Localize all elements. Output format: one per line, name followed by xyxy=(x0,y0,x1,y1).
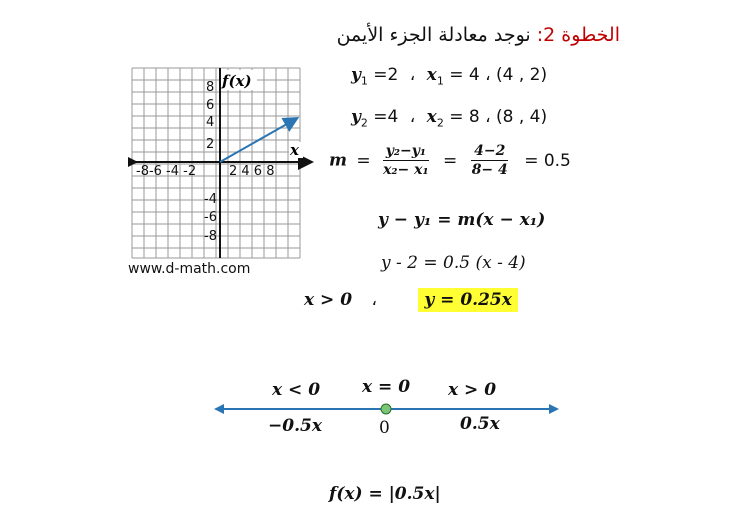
separator: ، xyxy=(371,290,377,310)
y-tick-neg4: -4 xyxy=(204,192,217,207)
separator: ، xyxy=(485,65,491,85)
step-title xyxy=(337,24,620,46)
condition-text: x < 0 xyxy=(272,380,321,400)
highlighted-equation: y = 0.25x xyxy=(418,288,518,312)
x-var: x xyxy=(426,107,437,127)
formula-text: y − y₁ = m(x − x₁) xyxy=(378,210,546,230)
domain-condition: x > 0 xyxy=(304,290,353,310)
point-pair: (4 , 2) xyxy=(496,65,548,85)
y-tick-6: 6 xyxy=(206,98,215,113)
separator: ، xyxy=(485,107,491,127)
graph-svg xyxy=(128,62,318,280)
substituted-equation xyxy=(381,253,526,273)
x-value: = 8 xyxy=(449,107,480,127)
fraction-denominator: x₂− x₁ xyxy=(383,162,429,178)
zero-point xyxy=(381,404,391,414)
slope-fraction xyxy=(380,143,432,178)
function-text: f(x) = |0.5x| xyxy=(329,484,441,504)
y-sub: 1 xyxy=(360,74,368,88)
value-text: 0 xyxy=(379,418,390,438)
condition-text: x > 0 xyxy=(448,380,497,400)
left-value xyxy=(268,416,322,436)
slope-formula xyxy=(329,143,571,178)
fraction-numerator: y₂−y₁ xyxy=(383,143,429,161)
point-2-line xyxy=(351,107,547,129)
point-slope-formula xyxy=(378,210,545,230)
y-value: =4 xyxy=(373,107,399,127)
final-function xyxy=(329,484,441,504)
point-1-line xyxy=(351,65,547,87)
x-sub: 1 xyxy=(436,74,444,88)
y-value: =2 xyxy=(373,65,399,85)
x-ticks-positive: 2 4 6 8 xyxy=(229,164,275,179)
y-axis-label: f(x) xyxy=(222,72,252,90)
value-text: −0.5x xyxy=(268,416,322,436)
y-tick-neg6: -6 xyxy=(204,210,217,225)
slope-result: = 0.5 xyxy=(524,150,571,171)
condition-text: x = 0 xyxy=(362,377,411,397)
x-var: x xyxy=(426,65,437,85)
graph xyxy=(128,62,318,284)
x-ticks-negative: -8-6 -4 -2 xyxy=(136,164,197,179)
equals: = xyxy=(356,150,371,171)
result-line xyxy=(304,290,518,310)
number-line-svg xyxy=(214,400,559,420)
fraction-numerator: 4−2 xyxy=(471,143,508,161)
ray xyxy=(220,120,294,162)
x-value: = 4 xyxy=(449,65,480,85)
mid-condition xyxy=(362,377,410,397)
y-tick-neg8: -8 xyxy=(204,229,217,244)
mid-value xyxy=(379,418,390,438)
separator: ، xyxy=(409,107,416,127)
x-axis-label: x xyxy=(290,141,299,159)
slope-var: m xyxy=(329,150,347,171)
y-tick-2: 2 xyxy=(206,137,215,152)
step-text: نوجد معادلة الجزء الأيمن xyxy=(336,24,531,46)
step-label: الخطوة 2: xyxy=(536,24,620,46)
separator: ، xyxy=(409,65,416,85)
left-condition xyxy=(272,380,320,400)
x-sub: 2 xyxy=(436,116,444,130)
watermark: www.d-math.com xyxy=(128,261,251,277)
fraction-denominator: 8− 4 xyxy=(471,162,508,178)
equals: = xyxy=(443,150,458,171)
point-pair: (8 , 4) xyxy=(496,107,548,127)
value-text: 0.5x xyxy=(460,414,500,434)
y-tick-4: 4 xyxy=(206,115,215,130)
y-tick-8: 8 xyxy=(206,80,215,95)
equation-text: y - 2 = 0.5 (x - 4) xyxy=(381,253,526,273)
right-condition xyxy=(448,380,496,400)
y-var: y xyxy=(351,65,361,85)
slope-values-fraction xyxy=(469,143,511,178)
y-var: y xyxy=(351,107,361,127)
y-sub: 2 xyxy=(360,116,368,130)
right-value xyxy=(460,414,500,434)
